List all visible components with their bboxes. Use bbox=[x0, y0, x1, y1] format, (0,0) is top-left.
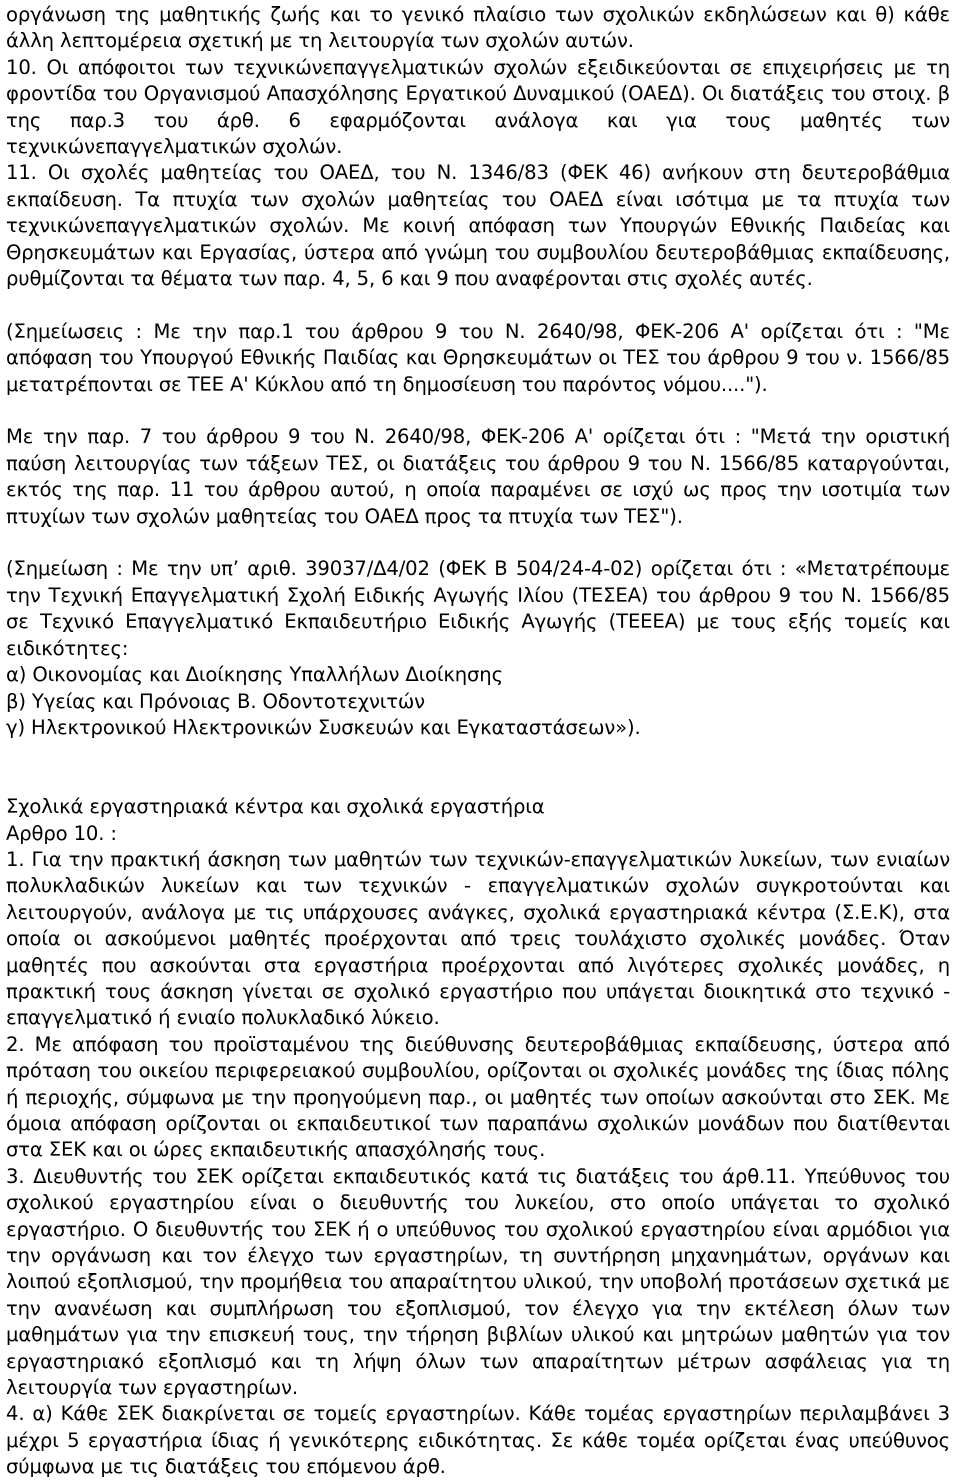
article-10-paragraph-2: 2. Με απόφαση του προϊσταμένου της διεύθυνσης δευτεροβάθμιας εκπαίδευσης, ύστερα από πρόταση του οικείου περιφερειακού συμβουλίου, ορίζονται οι σχολικές μονάδες της ίδιας πόλης ή περιοχής, σύμφωνα με την προηγούμενη παρ., οι μαθητές των οποίων ασκούνται στο ΣΕΚ. Με όμοια απόφαση ορίζονται οι εκπαιδευτικοί των παραπάνω σχολικών μονάδων που διατίθενται στα ΣΕΚ και οι ώρες εκπαιδευτικής απασχόλησής τους. bbox=[6, 1032, 950, 1162]
paragraph-11: 11. Οι σχολές μαθητείας του ΟΑΕΔ, του Ν. 1346/83 (ΦΕΚ 46) ανήκουν στη δευτεροβάθμια εκπαίδευση. Τα πτυχία των σχολών μαθητείας του ΟΑΕΔ είναι ισότιμα με τα πτυχία των τεχνικώνεπαγγελματικών σχολών. Με κοινή απόφαση των Υπουργών Εθνικής Παιδείας και Θρησκευμάτων και Εργασίας, ύστερα από γνώμη του συμβουλίου δευτεροβάθμιας εκπαίδευσης, ρυθμίζονται τα θέματα των παρ. 4, 5, 6 και 9 που αναφέρονται στις σχολές αυτές. bbox=[6, 161, 950, 291]
article-10-paragraph-1: 1. Για την πρακτική άσκηση των μαθητών των τεχνικών-επαγγελματικών λυκείων, των ενιαίων πολυκλαδικών λυκείων και των τεχνικών - επαγγελματικών σχολών συγκροτούνται και λειτουργούν, ανάλογα με τις υπάρχουσες ανάγκες, σχολικά εργαστηριακά κέντρα (Σ.Ε.Κ), στα οποία οι ασκούμενοι μαθητές προέρχονται από τρεις τουλάχιστο σχολικές μονάδες. Όταν μαθητές που ασκούνται στα εργαστήρια προέρχονται από λιγότερες σχολικές μονάδες, η πρακτική τους άσκηση γίνεται σε σχολικό εργαστήριο που υπάγεται διοικητικά στο τεχνικό - επαγγελματικό ή ενιαίο πολυκλαδικό λύκειο. bbox=[6, 847, 950, 1030]
article-10-paragraph-3: 3. Διευθυντής του ΣΕΚ ορίζεται εκπαιδευτικός κατά τις διατάξεις του άρθ.11. Υπεύθυνος του σχολικού εργαστηρίου είναι ο διευθυντής του λυκείου, στο οποίο υπάγεται το σχολικό εργαστήριο. Ο διευθυντής του ΣΕΚ ή ο υπεύθυνος του σχολικού εργαστηρίου είναι αρμόδιοι για την οργάνωση και τον έλεγχο των εργαστηρίων, τη συντήρηση μηχανημάτων, οργάνων και λοιπού εξοπλισμού, την προμήθεια του απαραίτητου υλικού, την υποβολή προτάσεων σχετικά με την ανανέωση και συμπλήρωση του εξοπλισμού, τον έλεγχο για την εκτέλεση όλων των μαθημάτων για την επισκευή τους, την τήρηση βιβλίων υλικού και μητρώων μαθητών για τον εργαστηριακό εξοπλισμό και τη λήψη όλων των απαραίτητων μέτρων ασφάλειας για τη λειτουργία των εργαστηρίων. bbox=[6, 1164, 950, 1400]
list-item-a: α) Οικονομίας και Διοίκησης Υπαλλήλων Διοίκησης bbox=[6, 663, 503, 687]
note-paragraph-3: (Σημείωση : Με την υπ’ αριθ. 39037/Δ4/02 (ΦΕΚ Β 504/24-4-02) ορίζεται ότι : «Μετατρέπουμε την Τεχνική Επαγγελματική Σχολή Ειδικής Αγωγής Ιλίου (ΤΕΣΕΑ) του άρθρου 9 του Ν. 1566/85 σε Τεχνικό Επαγγελματικό Εκπαιδευτήριο Ειδικής Αγωγής (ΤΕΕΕΑ) με τους εξής τομείς και ειδικότητες: bbox=[6, 557, 950, 660]
article-heading: Αρθρο 10. : bbox=[6, 821, 117, 845]
list-item-c: γ) Ηλεκτρονικού Ηλεκτρονικών Συσκευών και Εγκαταστάσεων»). bbox=[6, 715, 641, 739]
note-paragraph-1: (Σημείωσεις : Με την παρ.1 του άρθρου 9 του Ν. 2640/98, ΦΕΚ-206 Α' ορίζεται ότι : "Με απόφαση του Υπουργού Εθνικής Παιδίας και Θρησκευμάτων οι ΤΕΣ του άρθρου 9 του ν. 1566/85 μετατρέπονται σε ΤΕΕ Α' Κύκλου από τη δημοσίευση του παρόντος νόμου...."). bbox=[6, 319, 950, 396]
paragraph-continuation: οργάνωση της μαθητικής ζωής και το γενικό πλαίσιο των σχολικών εκδηλώσεων και θ) κάθε άλλη λεπτομέρεια σχετική με τη λειτουργία των σχολών αυτών. bbox=[6, 3, 950, 53]
paragraph-10: 10. Οι απόφοιτοι των τεχνικώνεπαγγελματικών σχολών εξειδικεύονται σε επιχειρήσεις με τη φροντίδα του Οργανισμού Απασχόλησης Εργατικού Δυναμικού (ΟΑΕΔ). Οι διατάξεις του στοιχ. β της παρ.3 του άρθ. 6 εφαρμόζονται ανάλογα και για τους μαθητές των τεχνικώνεπαγγελματικών σχολών. bbox=[6, 55, 950, 159]
article-10-paragraph-4: 4. α) Κάθε ΣΕΚ διακρίνεται σε τομείς εργαστηρίων. Κάθε τομέας εργαστηρίων περιλαμβάνει 3 μέχρι 5 εργαστήρια ίδιας ή γενικότερης ειδικότητας. Σε κάθε τομέα ορίζεται ένας υπεύθυνος σύμφωνα με τις διατάξεις του επόμενου άρθ. bbox=[6, 1402, 950, 1479]
list-item-b: β) Υγείας και Πρόνοιας Β. Οδοντοτεχνιτών bbox=[6, 689, 425, 713]
section-heading: Σχολικά εργαστηριακά κέντρα και σχολικά εργαστήρια bbox=[6, 795, 545, 819]
note-paragraph-2: Με την παρ. 7 του άρθρου 9 του Ν. 2640/98, ΦΕΚ-206 Α' ορίζεται ότι : "Μετά την οριστική παύση λειτουργίας των τάξεων ΤΕΣ, οι διατάξεις του άρθρου 9 του Ν. 1566/85 καταργούνται, εκτός της παρ. 11 του άρθρου αυτού, η οποία παραμένει σε ισχύ ως προς την ισοτιμία των πτυχίων των σχολών μαθητείας του ΟΑΕΔ προς τα πτυχία των ΤΕΣ"). bbox=[6, 425, 950, 528]
